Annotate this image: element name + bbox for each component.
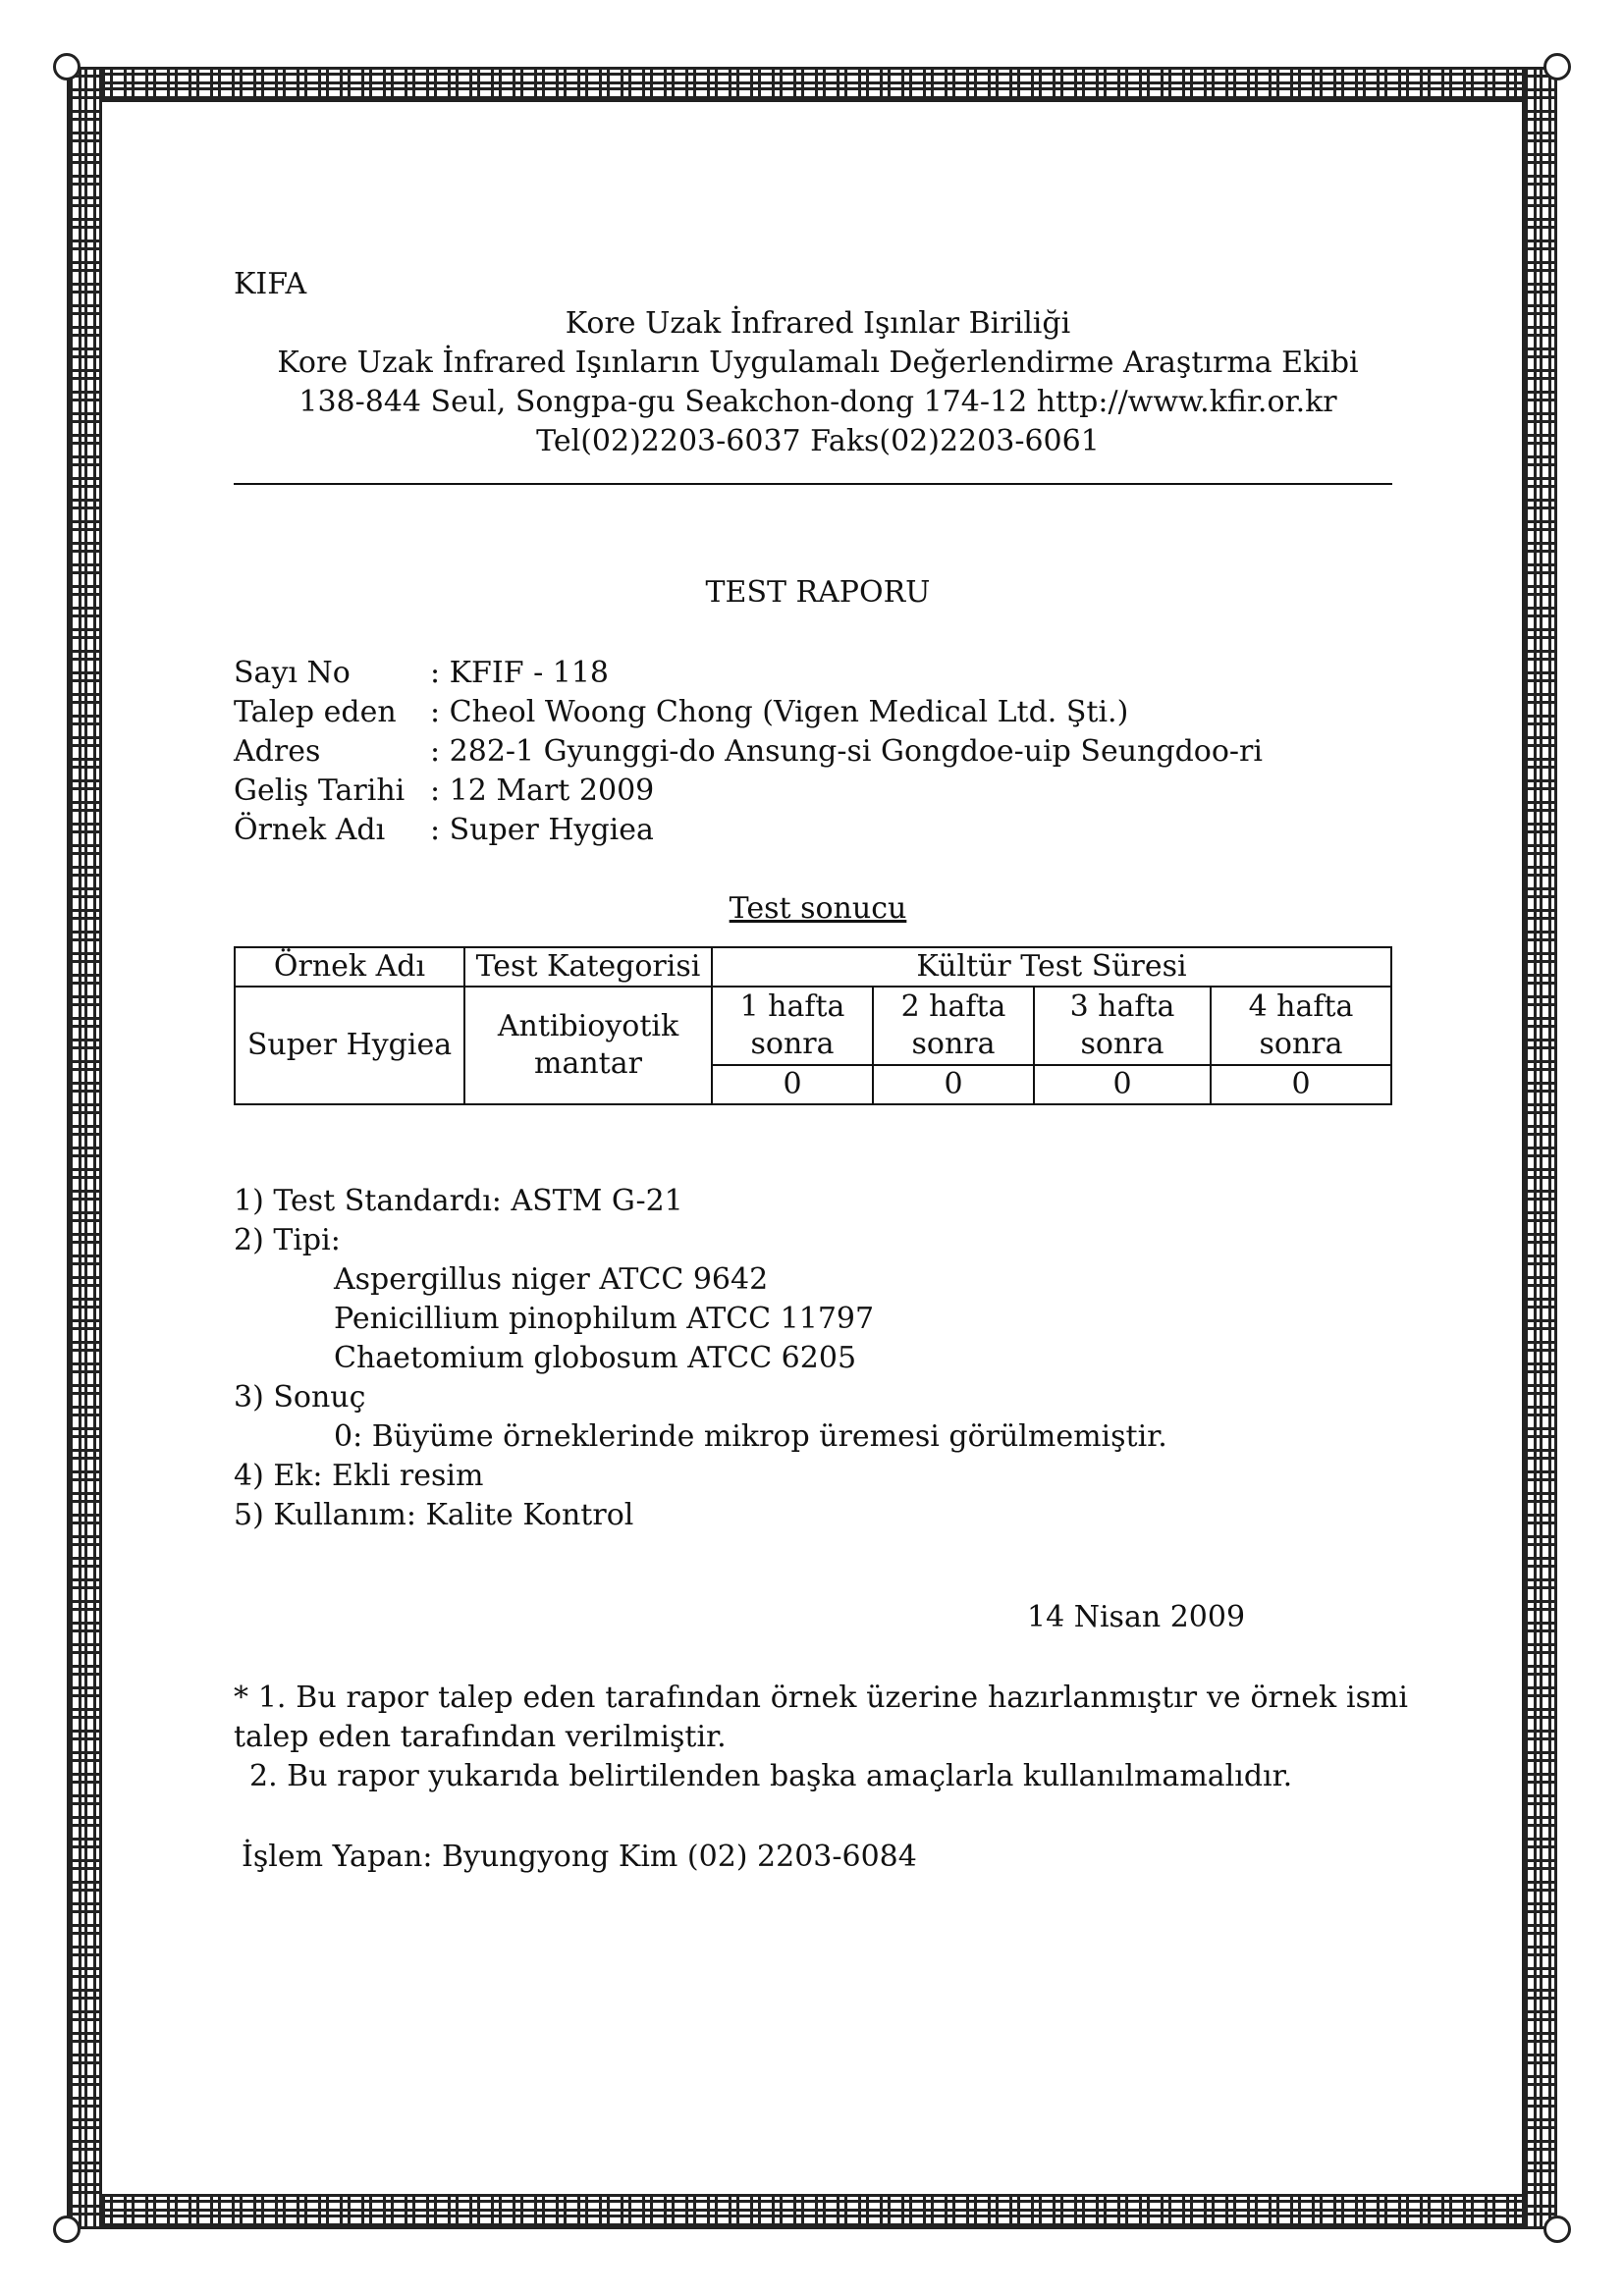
report-date: 14 Nisan 2009 <box>1027 1600 1246 1634</box>
result-text: 0: Büyüme örneklerinde mikrop üremesi görülmemiştir. <box>334 1419 1167 1454</box>
note-item: 2) Tipi: <box>234 1223 341 1257</box>
table-header-row <box>235 947 1391 987</box>
disclaimer-item: 2. Bu rapor yukarıda belirtilenden başka amaçlarla kullanılmamalıdır. <box>249 1759 1293 1793</box>
field-value: : 282-1 Gyunggi-do Ansung-si Gongdoe-uip Seungdoo-ri <box>430 734 1263 769</box>
field-row <box>234 811 1402 850</box>
cell-week: 2 hafta sonra <box>873 987 1034 1065</box>
note-item: 3) Sonuç <box>234 1380 366 1415</box>
cell-sample: Super Hygiea <box>235 987 464 1104</box>
header-duration: Kültür Test Süresi <box>712 947 1391 987</box>
cell-week: 4 hafta sonra <box>1211 987 1391 1065</box>
cell-value: 0 <box>1211 1065 1391 1104</box>
cell-week: 1 hafta sonra <box>712 987 873 1065</box>
field-label: Örnek Adı <box>234 813 386 847</box>
disclaimer-item: * 1. Bu rapor talep eden tarafından örnek üzerine hazırlanmıştır ve örnek ismi talep eden tarafından verilmiştir. <box>234 1681 1408 1754</box>
result-table <box>234 946 1392 1105</box>
type-item: Chaetomium globosum ATCC 6205 <box>334 1341 857 1375</box>
field-row <box>234 732 1402 772</box>
report-title: TEST RAPORU <box>705 575 931 610</box>
field-label: Geliş Tarihi <box>234 774 406 808</box>
type-item: Aspergillus niger ATCC 9642 <box>334 1262 769 1297</box>
field-value: : 12 Mart 2009 <box>430 774 655 808</box>
border-left <box>67 67 102 2229</box>
border-right <box>1522 67 1557 2229</box>
org-address: 138-844 Seul, Songpa-gu Seakchon-dong 174-12 http://www.kfir.or.kr <box>298 385 1337 419</box>
report-page <box>234 265 1408 1877</box>
note-item: 5) Kullanım: Kalite Kontrol <box>234 1498 634 1532</box>
border-corner <box>1543 2216 1571 2243</box>
type-item: Penicillium pinophilum ATCC 11797 <box>334 1302 875 1336</box>
field-value: : Cheol Woong Chong (Vigen Medical Ltd. Şti.) <box>430 695 1129 729</box>
field-label: Adres <box>234 734 321 769</box>
team-name: Kore Uzak İnfrared Işınların Uygulamalı Değerlendirme Araştırma Ekibi <box>277 346 1359 380</box>
note-item: 1) Test Standardı: ASTM G-21 <box>234 1184 683 1218</box>
notes-list <box>234 1182 1402 1535</box>
field-row <box>234 693 1402 732</box>
border-corner <box>1543 53 1571 80</box>
note-item: 4) Ek: Ekli resim <box>234 1459 484 1493</box>
field-value: : Super Hygiea <box>430 813 654 847</box>
result-title: Test sonucu <box>729 891 907 926</box>
field-label: Talep eden <box>234 695 397 729</box>
disclaimer <box>234 1679 1408 1796</box>
cell-value: 0 <box>873 1065 1034 1104</box>
cell-value: 0 <box>712 1065 873 1104</box>
cell-week: 3 hafta sonra <box>1034 987 1211 1065</box>
table-row <box>235 987 1391 1065</box>
org-name: Kore Uzak İnfrared Işınlar Biriliği <box>565 306 1071 341</box>
field-label: Sayı No <box>234 656 351 690</box>
field-row <box>234 772 1402 811</box>
header-divider <box>234 483 1392 485</box>
org-contact: Tel(02)2203-6037 Faks(02)2203-6061 <box>536 424 1100 458</box>
border-top <box>67 67 1557 102</box>
border-corner <box>53 2216 81 2243</box>
field-row <box>234 654 1402 693</box>
header-sample: Örnek Adı <box>235 947 464 987</box>
header-category: Test Kategorisi <box>464 947 712 987</box>
org-abbreviation: KIFA <box>234 267 307 301</box>
field-value: : KFIF - 118 <box>430 656 610 690</box>
cell-value: 0 <box>1034 1065 1211 1104</box>
border-bottom <box>67 2194 1557 2229</box>
border-corner <box>53 53 81 80</box>
report-fields <box>234 654 1402 850</box>
cell-category: Antibioyotik mantar <box>464 987 712 1104</box>
operator-info: İşlem Yapan: Byungyong Kim (02) 2203-6084 <box>242 1840 917 1874</box>
